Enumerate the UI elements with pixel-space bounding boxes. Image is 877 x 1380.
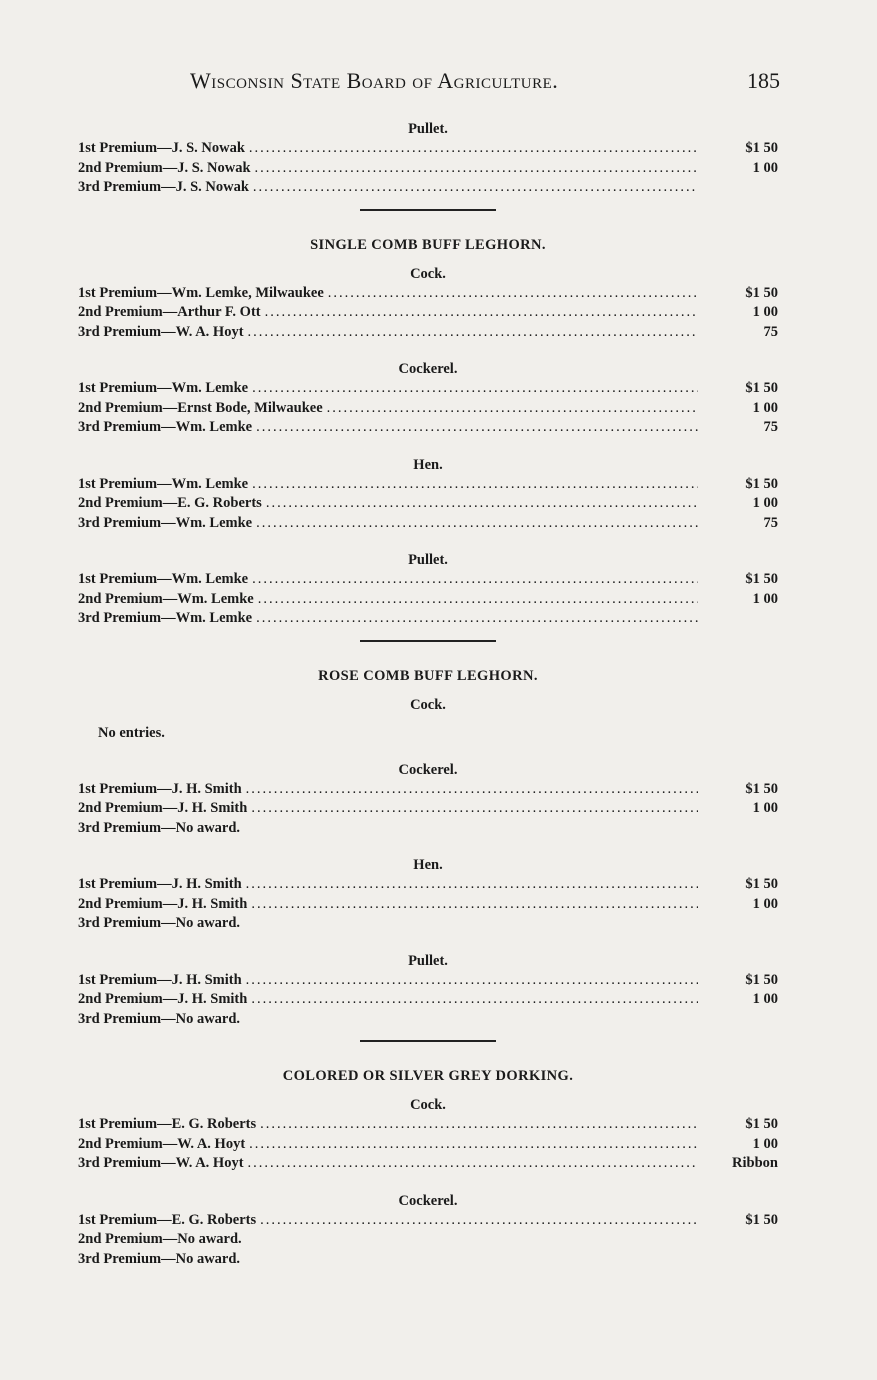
premium-row	[78, 1010, 778, 1030]
premium-row	[78, 159, 778, 179]
class-heading: Cock.	[410, 265, 446, 282]
dot-leader	[244, 1010, 698, 1030]
class-heading: Cockerel.	[398, 761, 458, 778]
dot-leader	[251, 895, 698, 915]
premium-amount: 1 00	[752, 1135, 778, 1152]
premium-amount: $1 50	[745, 475, 778, 492]
premium-amount: 1 00	[752, 304, 778, 320]
premium-amount: $1 50	[745, 380, 778, 396]
premium-amount	[702, 1230, 778, 1250]
page-header	[190, 68, 780, 98]
premium-amount: 1 00	[752, 800, 778, 816]
dot-leader	[252, 570, 698, 590]
class-heading: Hen.	[413, 456, 443, 473]
dot-leader	[265, 303, 698, 323]
premium-label: 3rd Premium—No award.	[78, 1010, 241, 1027]
premium-amount	[702, 609, 778, 629]
premium-label: 2nd Premium—J. S. Nowak	[78, 159, 251, 176]
premium-amount: $1 50	[745, 571, 778, 587]
premium-amount: 1 00	[752, 495, 778, 511]
class-heading: Pullet.	[408, 121, 448, 137]
premium-row	[78, 1230, 778, 1250]
class-heading: Hen.	[413, 857, 443, 873]
dot-leader	[251, 799, 698, 819]
premium-label: 1st Premium—J. H. Smith	[78, 971, 242, 988]
premium-label: 3rd Premium—No award.	[78, 1250, 241, 1267]
premium-label: 3rd Premium—No award.	[78, 915, 241, 931]
premium-label: 2nd Premium—No award.	[78, 1231, 242, 1247]
class-heading: Pullet.	[408, 952, 448, 969]
premium-label: 1st Premium—Wm. Lemke, Milwaukee	[78, 284, 324, 301]
premium-row	[78, 1135, 778, 1155]
dot-leader	[256, 514, 698, 534]
premium-row	[78, 399, 778, 419]
premium-label: 1st Premium—J. S. Nowak	[78, 140, 245, 156]
premium-amount: $1 50	[745, 876, 778, 892]
premium-amount: 75	[763, 419, 778, 435]
premium-amount: $1 50	[745, 140, 778, 156]
premium-label: 1st Premium—Wm. Lemke	[78, 380, 249, 396]
premium-amount	[702, 819, 778, 839]
premium-amount: $1 50	[745, 1116, 778, 1132]
dot-leader	[251, 990, 698, 1010]
dot-leader	[244, 819, 698, 839]
premium-label: 3rd Premium—Wm. Lemke	[78, 514, 253, 531]
dot-leader	[260, 1115, 698, 1135]
dot-leader	[252, 475, 698, 495]
dot-leader	[256, 609, 698, 629]
dot-leader	[328, 284, 698, 304]
premium-amount	[702, 914, 778, 934]
premium-listing	[78, 120, 778, 1269]
dot-leader	[248, 1154, 698, 1174]
premium-amount: 75	[763, 323, 778, 340]
premium-label: 3rd Premium—J. S. Nowak	[78, 179, 249, 195]
premium-row	[78, 895, 778, 915]
premium-label: 2nd Premium—E. G. Roberts	[78, 495, 262, 511]
dot-leader	[246, 1230, 698, 1250]
class-heading: Cock.	[410, 1097, 446, 1113]
premium-row	[78, 799, 778, 819]
dot-leader	[246, 780, 698, 800]
premium-row	[78, 780, 778, 800]
premium-label: 3rd Premium—Wm. Lemke	[78, 610, 253, 626]
premium-row	[78, 971, 778, 991]
premium-amount: 1 00	[752, 590, 778, 607]
premium-amount	[702, 1010, 778, 1030]
premium-label: 1st Premium—E. G. Roberts	[78, 1116, 257, 1132]
breed-heading: SINGLE COMB BUFF LEGHORN.	[310, 236, 546, 253]
section-divider	[360, 1040, 496, 1042]
class-heading: Cockerel.	[398, 1192, 458, 1209]
premium-amount: 1 00	[752, 895, 778, 912]
premium-label: 2nd Premium—J. H. Smith	[78, 895, 248, 912]
dot-leader	[260, 1211, 698, 1231]
premium-amount: $1 50	[745, 284, 778, 301]
page-number: 185	[747, 68, 780, 93]
premium-amount: 1 00	[752, 991, 778, 1007]
premium-row	[78, 303, 778, 323]
premium-row	[78, 990, 778, 1010]
premium-amount: $1 50	[745, 971, 778, 988]
dot-leader	[246, 971, 698, 991]
premium-amount: $1 50	[745, 1211, 778, 1228]
section-divider	[360, 209, 496, 211]
premium-row	[78, 284, 778, 304]
premium-row	[78, 819, 778, 839]
premium-label: 2nd Premium—Arthur F. Ott	[78, 304, 261, 320]
premium-label: 2nd Premium—W. A. Hoyt	[78, 1135, 246, 1152]
premium-row	[78, 494, 778, 514]
breed-heading: COLORED OR SILVER GREY DORKING.	[282, 1068, 574, 1084]
premium-row	[78, 914, 778, 934]
dot-leader	[258, 590, 698, 610]
class-heading: Cock.	[410, 696, 446, 713]
dot-leader	[253, 178, 698, 198]
premium-amount	[702, 1250, 778, 1270]
premium-label: 2nd Premium—J. H. Smith	[78, 800, 248, 816]
running-title: Wisconsin State Board of Agriculture.	[190, 68, 559, 93]
dot-leader	[255, 159, 698, 179]
premium-row	[78, 379, 778, 399]
premium-row	[78, 875, 778, 895]
premium-row	[78, 1211, 778, 1231]
premium-label: 1st Premium—Wm. Lemke	[78, 475, 249, 492]
dot-leader	[327, 399, 698, 419]
premium-label: 1st Premium—E. G. Roberts	[78, 1211, 257, 1228]
dot-leader	[252, 379, 698, 399]
premium-amount: 1 00	[752, 159, 778, 176]
premium-row	[78, 514, 778, 534]
dot-leader	[246, 875, 698, 895]
premium-row	[78, 1154, 778, 1174]
premium-amount: 75	[763, 514, 778, 531]
dot-leader	[244, 914, 698, 934]
section-divider	[360, 640, 496, 642]
premium-row	[78, 1115, 778, 1135]
premium-row	[78, 139, 778, 159]
premium-amount: $1 50	[745, 780, 778, 797]
dot-leader	[248, 323, 698, 343]
premium-label: 2nd Premium—Wm. Lemke	[78, 590, 254, 607]
premium-label: 3rd Premium—W. A. Hoyt	[78, 323, 244, 340]
breed-heading: ROSE COMB BUFF LEGHORN.	[318, 667, 538, 684]
no-entries-note: No entries.	[98, 724, 165, 741]
dot-leader	[266, 494, 698, 514]
premium-label: 3rd Premium—No award.	[78, 819, 241, 836]
premium-label: 1st Premium—Wm. Lemke	[78, 571, 249, 587]
premium-row	[78, 590, 778, 610]
premium-row	[78, 323, 778, 343]
premium-amount	[702, 178, 778, 198]
premium-amount: Ribbon	[732, 1155, 778, 1171]
class-heading: Pullet.	[408, 552, 448, 568]
premium-row	[78, 570, 778, 590]
dot-leader	[249, 139, 698, 159]
premium-row	[78, 1250, 778, 1270]
dot-leader	[256, 418, 698, 438]
premium-row	[78, 475, 778, 495]
premium-label: 1st Premium—J. H. Smith	[78, 876, 242, 892]
premium-amount: 1 00	[752, 399, 778, 416]
premium-label: 3rd Premium—Wm. Lemke	[78, 419, 253, 435]
premium-row	[78, 418, 778, 438]
premium-label: 2nd Premium—Ernst Bode, Milwaukee	[78, 399, 323, 416]
premium-row	[78, 178, 778, 198]
premium-label: 3rd Premium—W. A. Hoyt	[78, 1155, 244, 1171]
premium-row	[78, 609, 778, 629]
dot-leader	[249, 1135, 698, 1155]
dot-leader	[244, 1250, 698, 1270]
premium-label: 1st Premium—J. H. Smith	[78, 780, 242, 797]
class-heading: Cockerel.	[398, 361, 458, 377]
premium-label: 2nd Premium—J. H. Smith	[78, 991, 248, 1007]
